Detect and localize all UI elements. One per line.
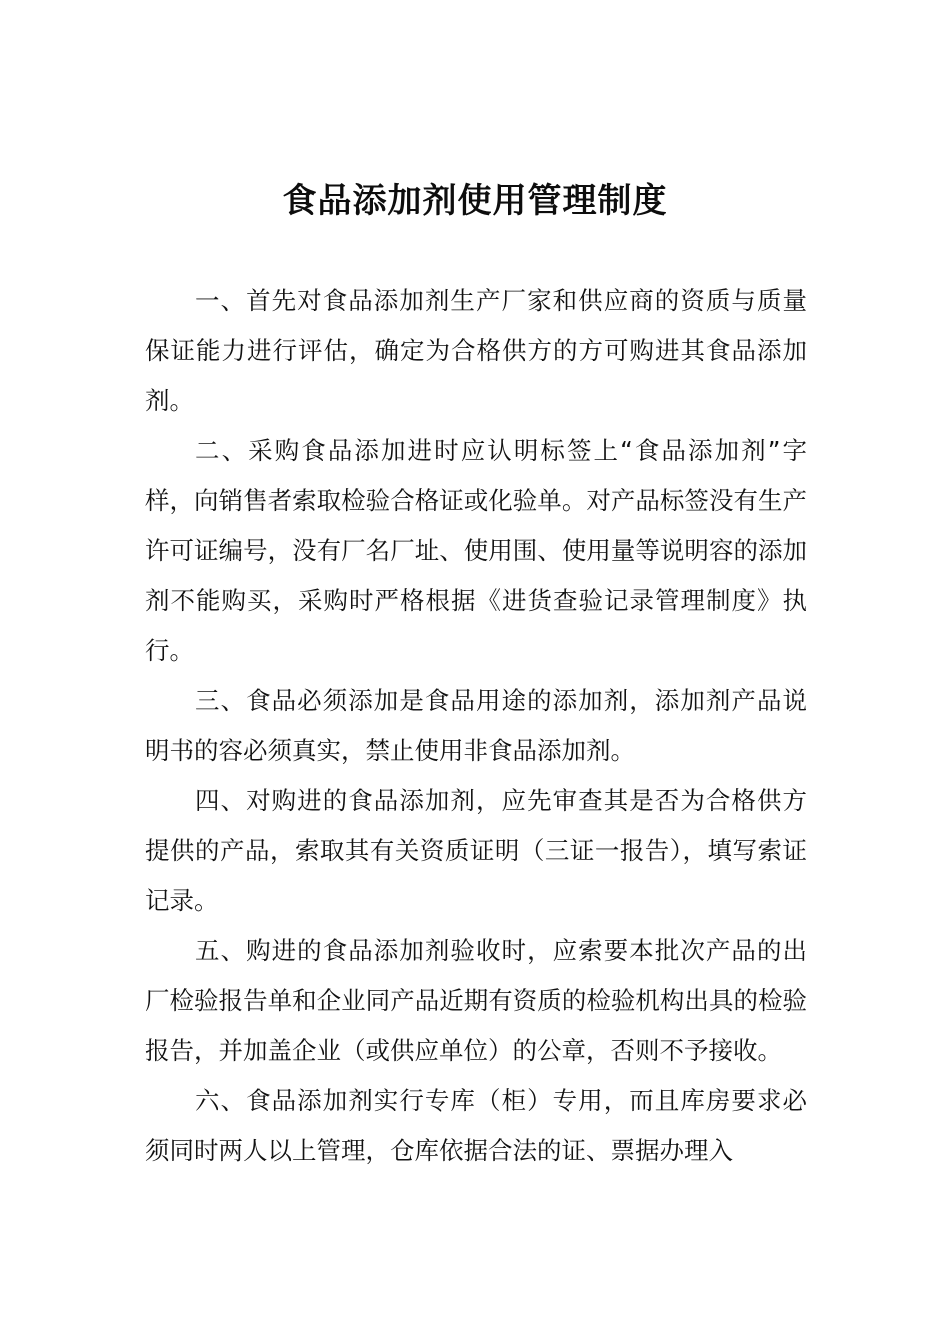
paragraph-1: 一、首先对食品添加剂生产厂家和供应商的资质与质量保证能力进行评估，确定为合格供方的方可购进其食品添加剂。 bbox=[145, 286, 807, 415]
paragraph-2: 二、采购食品添加进时应认明标签上“食品添加剂”字样，向销售者索取检验合格证或化验单。对产品标签没有生产许可证编号，没有厂名厂址、使用围、使用量等说明容的添加剂不能购买，采购时严格根据《进货查验记录管理制度》执行。 bbox=[145, 436, 807, 665]
paragraph-6: 六、食品添加剂实行专库（柜）专用，而且库房要求必须同时两人以上管理，仓库依据合法的证、票据办理入 bbox=[145, 1086, 807, 1165]
document-title: 食品添加剂使用管理制度 bbox=[282, 181, 668, 221]
paragraph-5: 五、购进的食品添加剂验收时，应索要本批次产品的出厂检验报告单和企业同产品近期有资质的检验机构出具的检验报告，并加盖企业（或供应单位）的公章，否则不予接收。 bbox=[145, 936, 807, 1065]
document-body bbox=[145, 276, 807, 1176]
paragraph-3: 三、食品必须添加是食品用途的添加剂，添加剂产品说明书的容必须真实，禁止使用非食品添加剂。 bbox=[145, 686, 807, 765]
paragraph-4: 四、对购进的食品添加剂，应先审查其是否为合格供方提供的产品，索取其有关资质证明（三证一报告），填写索证记录。 bbox=[145, 786, 807, 915]
